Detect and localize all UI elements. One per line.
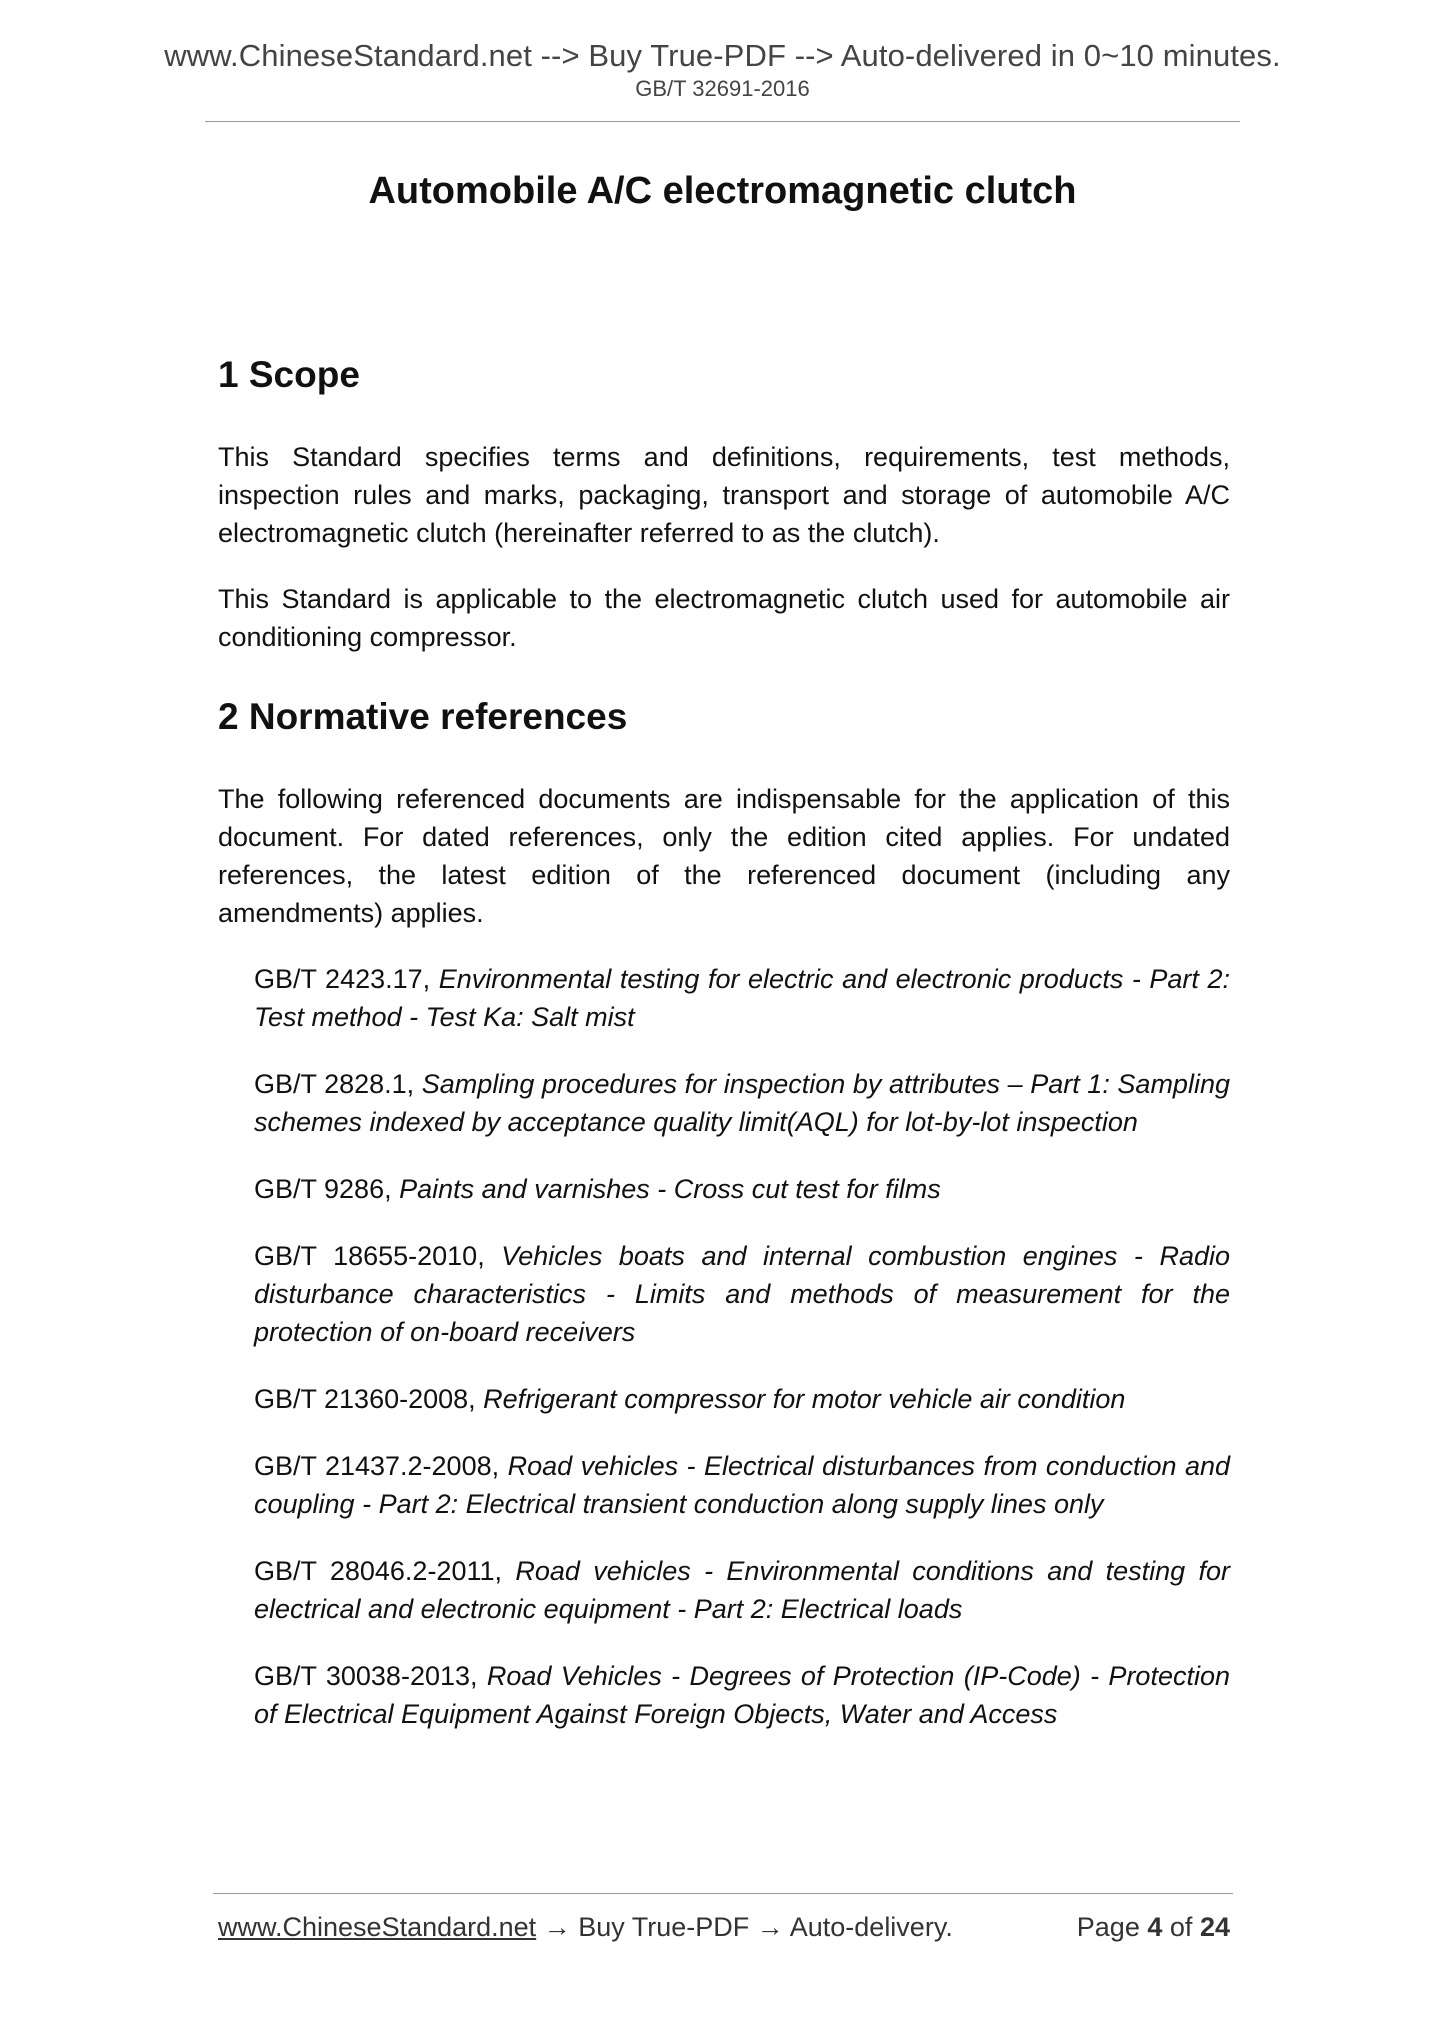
footer-site-link[interactable]: www.ChineseStandard.net [218, 1912, 537, 1942]
reference-code: GB/T 2828.1, [254, 1069, 415, 1099]
standard-code: GB/T 32691-2016 [635, 76, 810, 101]
reference-title: Refrigerant compressor for motor vehicle air condition [483, 1384, 1126, 1414]
reference-code: GB/T 18655-2010, [254, 1241, 485, 1271]
section-heading-normative-references: 2 Normative references [218, 696, 628, 737]
reference-code: GB/T 9286, [254, 1174, 392, 1204]
reference-title: Paints and varnishes - Cross cut test for films [399, 1174, 941, 1204]
reference-title: Vehicles boats and internal combustion engines - Radio disturbance characteristics - Limits and methods of measurement for the protection of on-board receivers [254, 1241, 1230, 1347]
reference-title: Sampling procedures for inspection by attributes – Part 1: Sampling schemes indexed by acceptance quality limit(AQL) for lot-by-lot inspection [254, 1069, 1230, 1137]
reference-title: Road vehicles - Electrical disturbances from conduction and coupling - Part 2: Electrical transient conduction along supply lines only [254, 1451, 1230, 1519]
reference-item [254, 1447, 1230, 1523]
footer-tagline: → Buy True-PDF → Auto-delivery. [536, 1912, 953, 1942]
reference-code: GB/T 21437.2-2008, [254, 1451, 500, 1481]
reference-code: GB/T 21360-2008, [254, 1384, 476, 1414]
scope-paragraph: This Standard specifies terms and definitions, requirements, test methods, inspection rules and marks, packaging, transport and storage of automobile A/C electromagnetic clutch (hereinafter referred to as the clutch). [218, 442, 1230, 548]
document-body [218, 350, 1230, 1762]
reference-list [218, 960, 1230, 1733]
reference-item [254, 960, 1230, 1036]
page-footer [218, 1912, 1230, 1943]
total-pages-number: 24 [1199, 1912, 1230, 1942]
reference-title: Road vehicles - Environmental conditions and testing for electrical and electronic equipment - Part 2: Electrical loads [254, 1556, 1230, 1624]
reference-item [254, 1170, 1230, 1208]
page-label: Page [1076, 1912, 1140, 1942]
reference-code: GB/T 2423.17, [254, 964, 431, 994]
reference-code: GB/T 28046.2-2011, [254, 1556, 502, 1586]
footer-divider [213, 1893, 1233, 1894]
reference-code: GB/T 30038-2013, [254, 1661, 478, 1691]
page-indicator [1077, 1912, 1230, 1943]
reference-item [254, 1380, 1230, 1418]
section-heading-scope: 1 Scope [218, 354, 360, 395]
reference-title: Road Vehicles - Degrees of Protection (IP-Code) - Protection of Electrical Equipment Against Foreign Objects, Water and Access [254, 1661, 1231, 1729]
header-divider [205, 121, 1240, 122]
reference-item [254, 1237, 1230, 1351]
reference-item [254, 1657, 1230, 1733]
scope-paragraph: This Standard is applicable to the electromagnetic clutch used for automobile air conditioning compressor. [218, 584, 1230, 652]
references-intro-paragraph: The following referenced documents are indispensable for the application of this document. For dated references, only the edition cited applies. For undated references, the latest edition of the referenced document (including any amendments) applies. [218, 784, 1230, 928]
reference-item [254, 1065, 1230, 1141]
reference-title: Environmental testing for electric and electronic products - Part 2: Test method - Test Ka: Salt mist [254, 964, 1230, 1032]
document-title: Automobile A/C electromagnetic clutch [368, 170, 1077, 212]
of-label: of [1169, 1912, 1193, 1942]
reference-item [254, 1552, 1230, 1628]
current-page-number: 4 [1147, 1912, 1163, 1942]
top-banner: www.ChineseStandard.net --> Buy True-PDF --> Auto-delivered in 0~10 minutes. [164, 38, 1281, 73]
